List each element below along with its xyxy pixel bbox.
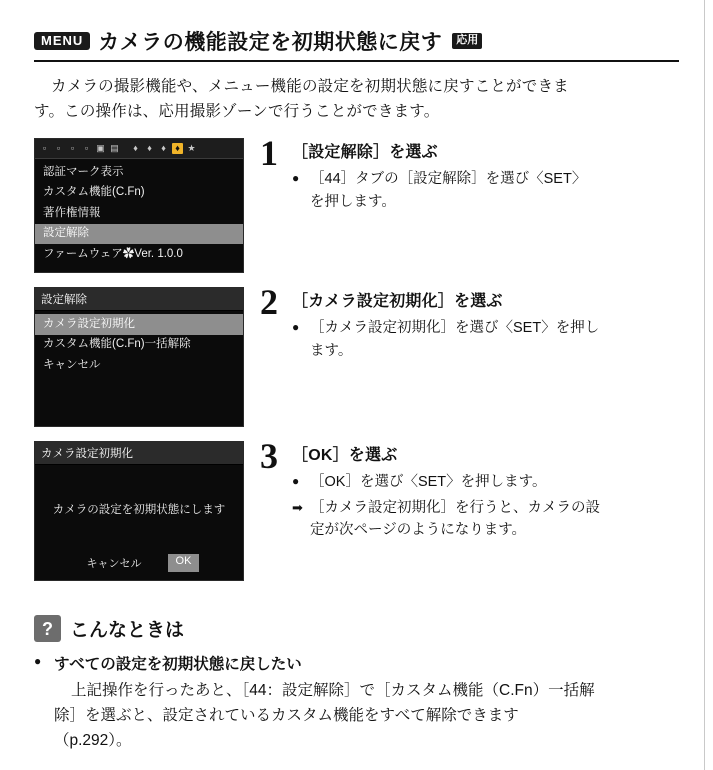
tab-icon-setup-1: ♦: [133, 143, 138, 154]
menu-badge: MENU: [34, 32, 90, 50]
step-number: 1: [260, 133, 278, 174]
step-body: [292, 287, 679, 365]
tips-subheading: すべての設定を初期状態に戻したい: [54, 656, 302, 674]
tips-section: [34, 615, 679, 753]
bullet-text: [310, 471, 679, 493]
menu-item-selected: 設定解除: [35, 224, 243, 245]
camera-screen-title: カメラ設定初期化: [35, 442, 243, 465]
tab-icon-playback-2: ▤: [110, 143, 119, 154]
bullet-dot-icon: ●: [292, 320, 300, 335]
step-2: [34, 282, 679, 427]
tab-icon-shoot-2: ▫: [56, 143, 61, 154]
tab-icon-setup-3: ♦: [161, 143, 166, 154]
bullet-dot-icon: ●: [34, 654, 42, 669]
tips-subheading-row: [34, 652, 679, 674]
tab-icon-mymenu: ★: [187, 143, 196, 154]
menu-item: 認証マーク表示: [43, 165, 124, 178]
bullet-dot-icon: ●: [292, 474, 300, 489]
tips-header: [34, 615, 679, 642]
ok-button[interactable]: OK: [168, 554, 200, 572]
tips-body: [54, 678, 679, 753]
step-bullet: [292, 497, 679, 542]
tips-title: こんなときは: [70, 620, 185, 642]
step-heading: ［設定解除］を選ぶ: [292, 144, 438, 162]
step-bullet: [292, 168, 679, 213]
camera-menu-list: [35, 311, 243, 376]
page-title: カメラの機能設定を初期状態に戻す: [98, 31, 443, 54]
menu-item: キャンセル: [43, 358, 101, 371]
bullet-dot-icon: ●: [292, 171, 300, 186]
tips-body-line-3: （p.292）。: [54, 732, 132, 750]
menu-item: カスタム機能(C.Fn): [43, 186, 145, 199]
menu-item: 著作権情報: [43, 206, 101, 219]
camera-screen-reset-menu: [34, 287, 244, 427]
page-title-row: [34, 26, 679, 56]
tab-icon-playback-1: ▣: [96, 143, 105, 154]
question-icon: ?: [34, 615, 61, 642]
tab-icon-setup-2: ♦: [147, 143, 152, 154]
step-3: [34, 436, 679, 581]
camera-screen-menu: [34, 138, 244, 273]
bullet-text: [310, 497, 679, 542]
step-body: [292, 441, 679, 544]
intro-line-1: カメラの撮影機能や、メニュー機能の設定を初期状態に戻すことができま: [51, 78, 569, 95]
tab-icon-shoot-3: ▫: [70, 143, 75, 154]
bullet-line-1: ［カメラ設定初期化］を行うと、カメラの設: [310, 499, 600, 516]
bullet-line-1: ［OK］を選び〈SET〉を押します。: [310, 474, 547, 491]
step-heading: ［OK］を選ぶ: [292, 447, 398, 465]
camera-screen-title: 設定解除: [35, 288, 243, 311]
menu-item-selected: カメラ設定初期化: [35, 314, 243, 335]
bullet-text: [310, 317, 679, 362]
bullet-line-2: 定が次ページのようになります。: [310, 522, 527, 539]
bullet-line-2: を押します。: [310, 193, 396, 210]
bullet-line-1: ［44］タブの［設定解除］を選び〈SET〉: [310, 171, 587, 188]
arrow-right-icon: ➡: [292, 499, 303, 515]
step-number: 2: [260, 282, 278, 323]
title-divider: [34, 60, 679, 62]
step-bullet: [292, 471, 679, 493]
camera-screen-message: カメラの設定を初期状態にします: [52, 504, 226, 517]
page-right-rule: [704, 0, 705, 770]
tab-icon-setup-4-active: ♦: [172, 143, 183, 154]
menu-item: カスタム機能(C.Fn)一括解除: [43, 338, 191, 351]
tab-icon-shoot-4: ▫: [84, 143, 89, 154]
intro-paragraph: [34, 74, 679, 124]
tips-body-line-2: 除］を選ぶと、設定されているカスタム機能をすべて解除できます: [54, 707, 519, 725]
step-number: 3: [260, 436, 278, 477]
bullet-text: [310, 168, 679, 213]
camera-menu-list: [35, 159, 243, 265]
intro-line-2: す。この操作は、応用撮影ゾーンで行うことができます。: [34, 103, 440, 121]
camera-screen-buttons: [35, 554, 243, 572]
cancel-button[interactable]: キャンセル: [86, 558, 142, 571]
menu-item: ファームウェア✿Ver. 1.0.0: [43, 247, 183, 260]
step-bullet: [292, 317, 679, 362]
tab-icon-shoot-1: ▫: [42, 143, 47, 154]
bullet-line-2: ます。: [310, 342, 353, 359]
camera-screen-confirm: [34, 441, 244, 581]
step-heading: ［カメラ設定初期化］を選ぶ: [292, 293, 503, 311]
applied-zone-badge: 応用: [452, 33, 482, 49]
tips-body-line-1: 上記操作を行ったあと、［44：設定解除］で［カスタム機能（C.Fn）一括解: [71, 682, 595, 700]
bullet-line-1: ［カメラ設定初期化］を選び〈SET〉を押し: [310, 320, 600, 337]
camera-menu-tabbar: [35, 139, 243, 159]
step-1: [34, 133, 679, 273]
step-body: [292, 138, 679, 216]
